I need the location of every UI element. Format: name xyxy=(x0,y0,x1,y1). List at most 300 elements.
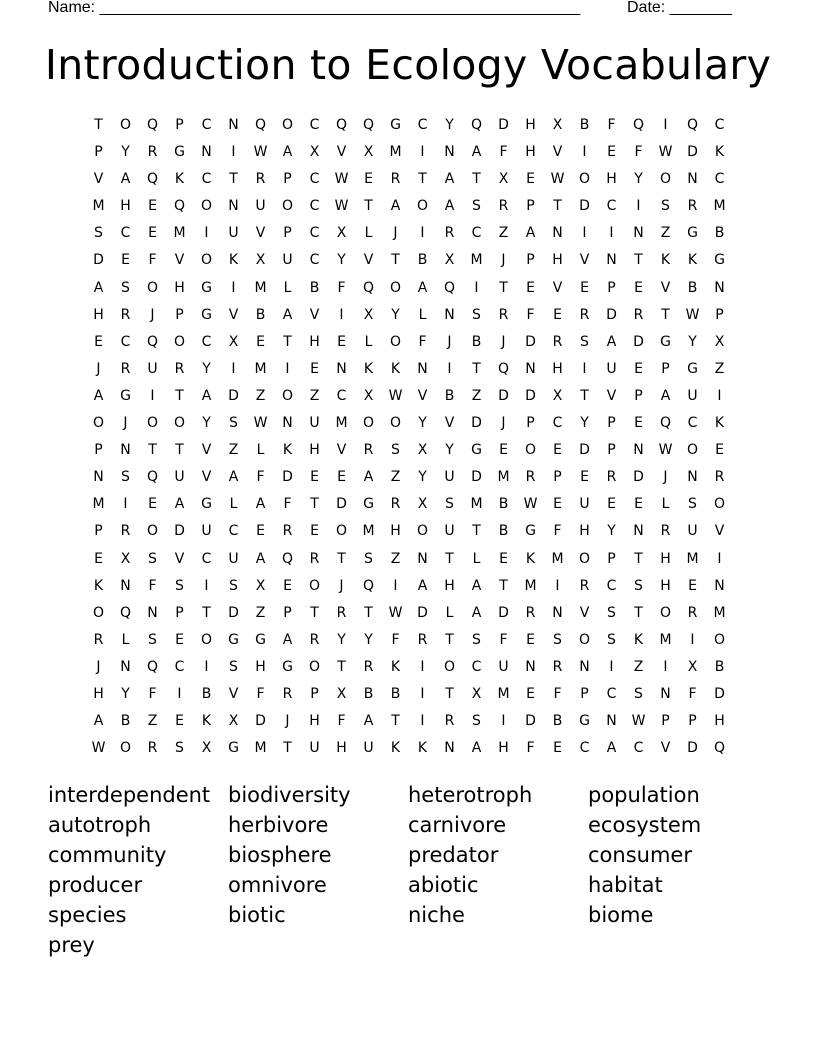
grid-letter: D xyxy=(498,387,509,404)
grid-letter: X xyxy=(471,685,482,702)
grid-letter: O xyxy=(92,415,105,432)
grid-letter: K xyxy=(201,713,212,730)
grid-row xyxy=(85,141,733,168)
grid-letter: L xyxy=(121,631,130,648)
grid-letter: Y xyxy=(634,171,643,188)
grid-letter: C xyxy=(579,740,590,757)
grid-letter: M xyxy=(254,360,267,377)
grid-letter: E xyxy=(121,252,130,269)
grid-letter: G xyxy=(228,631,239,648)
grid-letter: S xyxy=(688,496,697,513)
grid-letter: S xyxy=(472,631,481,648)
word-bank-item: niche xyxy=(408,903,465,927)
grid-letter: W xyxy=(253,415,268,432)
grid-letter: I xyxy=(150,387,155,404)
grid-letter: O xyxy=(443,658,456,675)
grid-letter: V xyxy=(201,469,212,486)
grid-letter: H xyxy=(93,306,104,323)
grid-letter: M xyxy=(686,550,699,567)
grid-letter: I xyxy=(204,658,209,675)
grid-letter: E xyxy=(526,631,535,648)
grid-letter: U xyxy=(255,198,266,215)
grid-letter: V xyxy=(201,442,212,459)
grid-letter: W xyxy=(388,604,403,621)
grid-letter: P xyxy=(526,198,535,215)
grid-letter: T xyxy=(391,713,400,730)
grid-letter: O xyxy=(713,631,726,648)
grid-letter: M xyxy=(497,469,510,486)
grid-letter: H xyxy=(552,252,563,269)
grid-letter: U xyxy=(309,415,320,432)
grid-letter: O xyxy=(281,198,294,215)
grid-letter: S xyxy=(121,279,130,296)
grid-letter: N xyxy=(282,415,293,432)
grid-row xyxy=(85,222,733,249)
grid-letter: B xyxy=(498,523,509,540)
grid-letter: S xyxy=(472,306,481,323)
grid-letter: T xyxy=(175,387,184,404)
grid-letter: N xyxy=(714,577,725,594)
grid-letter: T xyxy=(472,171,481,188)
grid-letter: H xyxy=(525,117,536,133)
grid-letter: G xyxy=(687,225,698,242)
grid-letter: B xyxy=(471,333,482,350)
grid-letter: E xyxy=(283,577,292,594)
grid-letter: H xyxy=(660,550,671,567)
grid-letter: N xyxy=(633,225,644,242)
grid-letter: L xyxy=(661,496,670,513)
grid-letter: B xyxy=(552,713,563,730)
grid-letter: D xyxy=(417,604,428,621)
grid-letter: R xyxy=(120,523,131,540)
grid-letter: K xyxy=(390,740,401,757)
word-bank-item: biodiversity xyxy=(228,783,351,807)
grid-letter: S xyxy=(175,577,184,594)
grid-letter: X xyxy=(309,144,320,161)
grid-letter: M xyxy=(713,198,726,215)
grid-row xyxy=(85,439,733,466)
grid-letter: D xyxy=(525,387,536,404)
grid-letter: V xyxy=(93,171,104,188)
grid-letter: I xyxy=(393,577,398,594)
grid-letter: R xyxy=(525,604,536,621)
grid-letter: Q xyxy=(362,279,375,296)
grid-letter: E xyxy=(634,360,643,377)
grid-letter: B xyxy=(309,279,320,296)
grid-letter: R xyxy=(309,631,320,648)
grid-letter: X xyxy=(255,252,266,269)
grid-letter: L xyxy=(418,306,427,323)
grid-letter: D xyxy=(633,469,644,486)
grid-letter: M xyxy=(524,577,537,594)
grid-letter: V xyxy=(552,144,563,161)
grid-letter: B xyxy=(687,279,698,296)
grid-letter: J xyxy=(285,713,290,730)
grid-row xyxy=(85,385,733,412)
grid-letter: V xyxy=(579,604,590,621)
grid-letter: P xyxy=(283,225,292,242)
grid-letter: A xyxy=(444,171,455,188)
grid-letter: E xyxy=(553,442,562,459)
grid-letter: C xyxy=(471,658,482,675)
grid-letter: I xyxy=(501,713,506,730)
word-bank-item: heterotroph xyxy=(408,783,533,807)
grid-letter: W xyxy=(334,198,349,215)
grid-letter: P xyxy=(634,387,643,404)
grid-letter: E xyxy=(499,550,508,567)
grid-letter: F xyxy=(526,740,535,757)
grid-letter: L xyxy=(256,442,265,459)
grid-letter: H xyxy=(174,279,185,296)
grid-letter: T xyxy=(445,631,454,648)
grid-letter: K xyxy=(525,550,536,567)
grid-letter: Z xyxy=(228,442,239,459)
grid-letter: W xyxy=(388,387,403,404)
grid-letter: S xyxy=(661,198,670,215)
word-bank-item: carnivore xyxy=(408,813,507,837)
grid-letter: E xyxy=(256,523,265,540)
grid-letter: Y xyxy=(445,117,454,133)
grid-letter: E xyxy=(499,442,508,459)
grid-letter: Z xyxy=(390,550,401,567)
grid-letter: R xyxy=(579,577,590,594)
grid-letter: I xyxy=(474,279,479,296)
grid-letter: V xyxy=(660,279,671,296)
grid-letter: U xyxy=(147,360,158,377)
grid-letter: S xyxy=(472,713,481,730)
grid-letter: S xyxy=(634,685,643,702)
grid-letter: I xyxy=(420,658,425,675)
grid-letter: N xyxy=(687,469,698,486)
grid-letter: V xyxy=(174,252,185,269)
grid-letter: W xyxy=(685,306,700,323)
grid-letter: S xyxy=(229,415,238,432)
grid-letter: F xyxy=(499,631,508,648)
grid-letter: P xyxy=(283,604,292,621)
grid-letter: L xyxy=(364,333,373,350)
grid-letter: J xyxy=(501,252,506,269)
grid-letter: E xyxy=(580,469,589,486)
grid-letter: F xyxy=(391,631,400,648)
grid-letter: P xyxy=(661,713,670,730)
grid-letter: S xyxy=(148,631,157,648)
grid-letter: I xyxy=(636,198,641,215)
grid-row xyxy=(85,466,733,493)
grid-letter: M xyxy=(254,740,267,757)
grid-letter: U xyxy=(444,523,455,540)
grid-letter: I xyxy=(231,360,236,377)
grid-letter: F xyxy=(148,252,157,269)
grid-letter: L xyxy=(283,279,292,296)
grid-letter: A xyxy=(363,469,374,486)
grid-letter: D xyxy=(174,523,185,540)
grid-letter: P xyxy=(607,415,616,432)
grid-letter: J xyxy=(96,658,101,675)
grid-letter: T xyxy=(148,442,157,459)
grid-letter: X xyxy=(363,144,374,161)
grid-letter: D xyxy=(498,604,509,621)
grid-letter: S xyxy=(229,577,238,594)
grid-letter: T xyxy=(337,550,346,567)
grid-letter: S xyxy=(553,631,562,648)
grid-letter: J xyxy=(447,333,452,350)
grid-letter: J xyxy=(393,225,398,242)
grid-letter: B xyxy=(579,117,590,133)
grid-letter: W xyxy=(253,144,268,161)
grid-letter: P xyxy=(715,306,724,323)
grid-letter: M xyxy=(551,550,564,567)
grid-letter: X xyxy=(228,713,239,730)
grid-letter: O xyxy=(146,279,159,296)
grid-letter: G xyxy=(255,631,266,648)
grid-letter: R xyxy=(444,225,455,242)
grid-letter: I xyxy=(609,658,614,675)
grid-letter: D xyxy=(687,144,698,161)
grid-letter: M xyxy=(470,496,483,513)
grid-letter: N xyxy=(444,144,455,161)
grid-letter: F xyxy=(553,685,562,702)
grid-letter: H xyxy=(336,740,347,757)
grid-letter: O xyxy=(389,279,402,296)
grid-letter: T xyxy=(283,740,292,757)
grid-letter: R xyxy=(552,333,563,350)
grid-letter: U xyxy=(606,360,617,377)
grid-letter: C xyxy=(336,387,347,404)
grid-letter: X xyxy=(201,740,212,757)
grid-letter: S xyxy=(148,550,157,567)
grid-letter: C xyxy=(120,333,131,350)
grid-letter: E xyxy=(634,415,643,432)
grid-letter: V xyxy=(309,306,320,323)
grid-letter: T xyxy=(445,550,454,567)
grid-letter: H xyxy=(606,171,617,188)
grid-letter: W xyxy=(658,144,673,161)
grid-letter: A xyxy=(255,550,266,567)
grid-letter: V xyxy=(660,740,671,757)
grid-letter: O xyxy=(389,415,402,432)
grid-letter: U xyxy=(201,523,212,540)
grid-letter: N xyxy=(201,144,212,161)
grid-letter: M xyxy=(92,198,105,215)
grid-letter: O xyxy=(308,577,321,594)
grid-letter: R xyxy=(579,306,590,323)
grid-letter: Z xyxy=(147,713,158,730)
grid-letter: E xyxy=(337,469,346,486)
grid-letter: B xyxy=(714,225,725,242)
grid-letter: I xyxy=(204,225,209,242)
grid-letter: T xyxy=(553,198,562,215)
grid-letter: Z xyxy=(633,658,644,675)
grid-letter: T xyxy=(634,550,643,567)
grid-letter: U xyxy=(579,496,590,513)
grid-letter: E xyxy=(526,685,535,702)
grid-letter: R xyxy=(336,604,347,621)
grid-letter: F xyxy=(283,496,292,513)
word-bank-item: population xyxy=(588,783,700,807)
grid-letter: E xyxy=(175,713,184,730)
word-bank-item: biome xyxy=(588,903,654,927)
grid-letter: R xyxy=(417,631,428,648)
grid-letter: U xyxy=(687,523,698,540)
date-field-label: Date: _______ xyxy=(627,0,732,16)
grid-letter: R xyxy=(282,523,293,540)
grid-letter: F xyxy=(148,685,157,702)
grid-letter: K xyxy=(363,360,374,377)
grid-letter: Z xyxy=(309,387,320,404)
grid-letter: T xyxy=(310,604,319,621)
grid-letter: U xyxy=(228,225,239,242)
grid-letter: R xyxy=(309,550,320,567)
grid-letter: A xyxy=(606,740,617,757)
grid-letter: E xyxy=(634,496,643,513)
grid-letter: I xyxy=(555,577,560,594)
grid-letter: A xyxy=(471,144,482,161)
grid-letter: R xyxy=(390,171,401,188)
grid-letter: X xyxy=(336,685,347,702)
grid-letter: D xyxy=(579,198,590,215)
grid-letter: H xyxy=(552,360,563,377)
grid-letter: G xyxy=(390,117,401,133)
grid-letter: O xyxy=(578,631,591,648)
grid-letter: M xyxy=(659,631,672,648)
grid-letter: K xyxy=(174,171,185,188)
grid-letter: V xyxy=(417,387,428,404)
grid-letter: D xyxy=(498,117,509,133)
grid-row xyxy=(85,493,733,520)
grid-letter: T xyxy=(661,306,670,323)
grid-letter: I xyxy=(663,117,668,133)
grid-letter: J xyxy=(150,306,155,323)
grid-letter: G xyxy=(120,387,131,404)
grid-letter: X xyxy=(417,496,428,513)
grid-letter: D xyxy=(579,442,590,459)
grid-letter: S xyxy=(121,469,130,486)
grid-letter: O xyxy=(416,198,429,215)
grid-letter: T xyxy=(499,279,508,296)
grid-letter: O xyxy=(119,740,132,757)
grid-letter: O xyxy=(362,415,375,432)
grid-letter: A xyxy=(525,225,536,242)
grid-letter: Q xyxy=(443,279,456,296)
word-bank-item: community xyxy=(48,843,167,867)
word-bank-item: consumer xyxy=(588,843,692,867)
grid-letter: A xyxy=(201,387,212,404)
grid-letter: L xyxy=(229,496,238,513)
word-bank xyxy=(48,781,768,961)
grid-letter: Y xyxy=(337,252,346,269)
grid-letter: Q xyxy=(659,415,672,432)
grid-letter: N xyxy=(687,171,698,188)
grid-letter: Z xyxy=(255,604,266,621)
grid-letter: Q xyxy=(470,117,483,133)
grid-letter: H xyxy=(498,740,509,757)
grid-letter: B xyxy=(714,658,725,675)
grid-letter: E xyxy=(580,279,589,296)
grid-letter: X xyxy=(120,550,131,567)
grid-letter: N xyxy=(147,604,158,621)
grid-letter: T xyxy=(418,171,427,188)
grid-letter: H xyxy=(309,442,320,459)
grid-letter: G xyxy=(525,523,536,540)
grid-letter: E xyxy=(715,442,724,459)
grid-letter: T xyxy=(391,252,400,269)
grid-letter: B xyxy=(498,496,509,513)
grid-letter: M xyxy=(254,279,267,296)
grid-letter: Y xyxy=(418,469,427,486)
grid-letter: K xyxy=(228,252,239,269)
grid-letter: M xyxy=(335,415,348,432)
grid-letter: A xyxy=(417,577,428,594)
grid-letter: I xyxy=(420,713,425,730)
grid-letter: C xyxy=(174,658,185,675)
grid-row xyxy=(85,304,733,331)
grid-letter: V xyxy=(714,523,725,540)
grid-letter: A xyxy=(660,387,671,404)
grid-letter: W xyxy=(631,713,646,730)
grid-letter: B xyxy=(201,685,212,702)
grid-row xyxy=(85,656,733,683)
grid-letter: N xyxy=(444,306,455,323)
grid-letter: P xyxy=(580,685,589,702)
grid-letter: N xyxy=(525,658,536,675)
grid-letter: X xyxy=(552,117,563,133)
grid-letter: Q xyxy=(173,198,186,215)
grid-letter: R xyxy=(525,469,536,486)
grid-letter: A xyxy=(282,144,293,161)
grid-row xyxy=(85,629,733,656)
grid-letter: A xyxy=(471,604,482,621)
grid-letter: A xyxy=(255,496,266,513)
grid-letter: A xyxy=(174,496,185,513)
grid-letter: X xyxy=(714,333,725,350)
grid-letter: X xyxy=(444,252,455,269)
grid-letter: M xyxy=(173,225,186,242)
grid-letter: P xyxy=(526,415,535,432)
grid-letter: T xyxy=(283,333,292,350)
grid-letter: G xyxy=(228,740,239,757)
grid-row xyxy=(85,737,733,764)
grid-letter: T xyxy=(337,658,346,675)
grid-letter: D xyxy=(228,604,239,621)
grid-letter: R xyxy=(714,469,725,486)
grid-letter: E xyxy=(526,171,535,188)
grid-letter: K xyxy=(390,360,401,377)
grid-letter: K xyxy=(714,415,725,432)
grid-letter: H xyxy=(390,523,401,540)
grid-letter: J xyxy=(96,360,101,377)
grid-letter: A xyxy=(471,740,482,757)
grid-letter: E xyxy=(634,279,643,296)
grid-letter: E xyxy=(256,333,265,350)
grid-letter: I xyxy=(447,360,452,377)
grid-letter: Z xyxy=(390,469,401,486)
grid-letter: R xyxy=(282,685,293,702)
grid-letter: F xyxy=(634,144,643,161)
grid-letter: R xyxy=(498,306,509,323)
grid-letter: H xyxy=(309,713,320,730)
grid-letter: T xyxy=(580,387,589,404)
grid-letter: E xyxy=(553,496,562,513)
grid-letter: K xyxy=(93,577,104,594)
grid-letter: D xyxy=(282,469,293,486)
grid-letter: C xyxy=(417,117,428,133)
grid-letter: W xyxy=(658,442,673,459)
grid-letter: S xyxy=(94,225,103,242)
grid-letter: I xyxy=(123,496,128,513)
grid-letter: N xyxy=(336,360,347,377)
grid-letter: U xyxy=(687,387,698,404)
grid-letter: Q xyxy=(713,740,726,757)
